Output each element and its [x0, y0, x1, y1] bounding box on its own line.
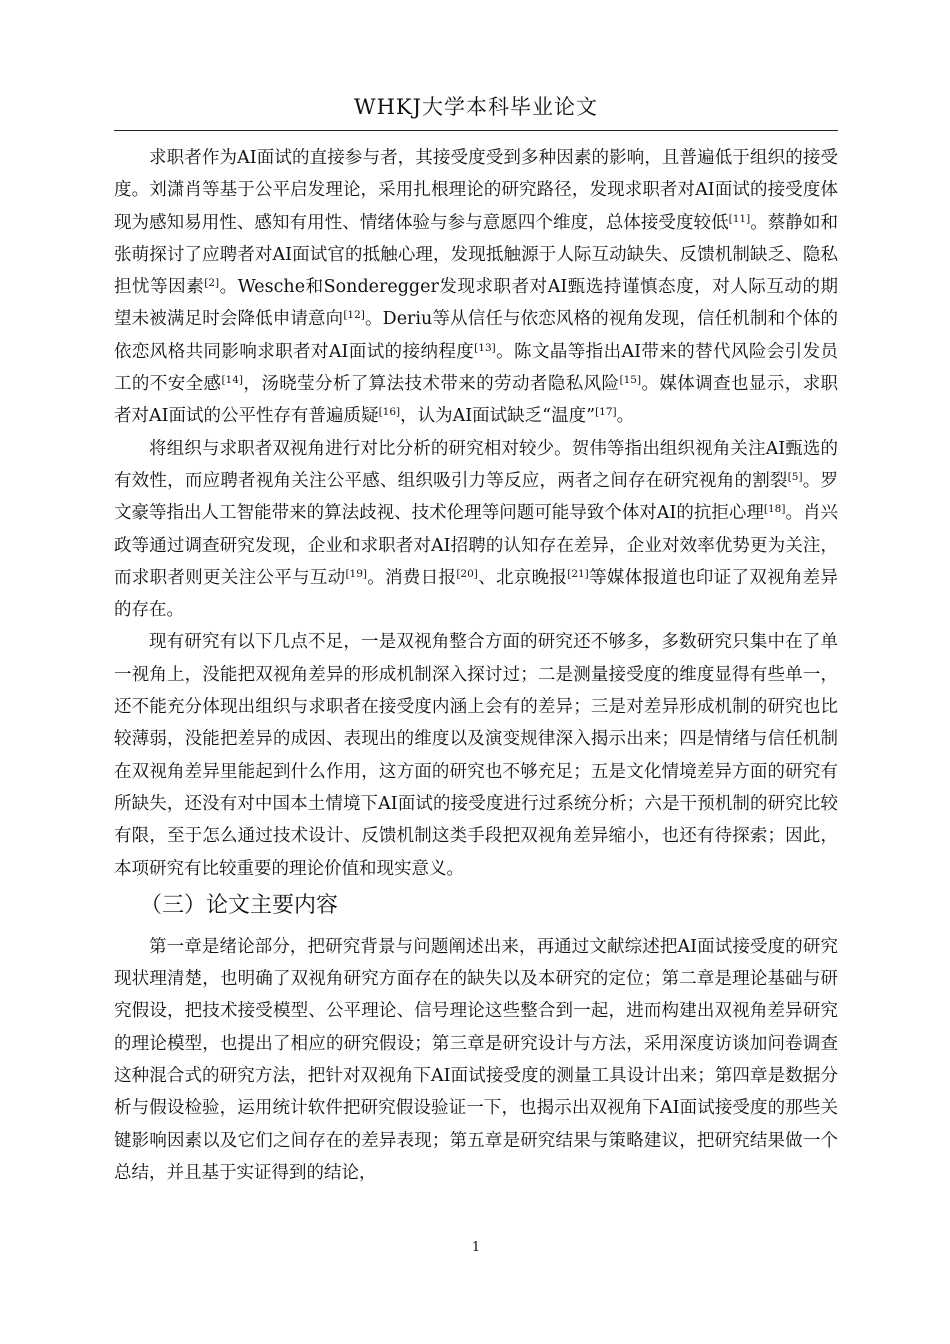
citation-marker: [21]: [567, 567, 589, 580]
citation-marker: [19]: [345, 567, 367, 580]
header-divider: [114, 130, 838, 131]
text-run: 、北京晚报: [477, 567, 568, 588]
text-run: ，认为AI面试缺乏“温度”: [400, 406, 596, 427]
page-number: 1: [471, 1240, 481, 1255]
citation-marker: [16]: [378, 406, 401, 419]
text-run: ，汤晓莹分析了算法技术带来的劳动者隐私风险: [243, 374, 620, 395]
text-run: 。肖兴政等通过调查研究发现，企业和求职者对AI招聘的认知存在差异，企业对效率优势更为关注，而求职者则更关注公平与互动: [114, 503, 838, 588]
text-run: 。Deriu等从信任与依恋风格的视角发现，信任机制和个体的依恋风格共同影响求职者对AI面试的接纳程度: [114, 309, 839, 362]
section-heading: （三）论文主要内容: [140, 892, 339, 918]
paragraph-4: [114, 931, 838, 1189]
text-run: 等媒体报道也印证了双视角差异的存在。: [114, 567, 839, 621]
citation-marker: [11]: [728, 212, 751, 225]
citation-marker: [17]: [595, 406, 617, 419]
text-run: 将组织与求职者双视角进行对比分析的研究相对较少。贺伟等指出组织视角关注AI甄选的有效性，而应聘者视角关注公平感、组织吸引力等反应，两者之间存在研究视角的割裂: [114, 438, 838, 491]
citation-marker: [5]: [787, 470, 803, 483]
citation-marker: [18]: [763, 503, 786, 516]
text-run: 。陈文晶等指出AI带来的替代风险会引发员工的不安全感: [114, 341, 838, 395]
text-run: 。蔡静如和张萌探讨了应聘者对AI面试官的抵触心理，发现抵触源于人际互动缺失、反馈机制缺乏、隐私担忧等因素: [114, 212, 839, 298]
text-run: 第一章是绪论部分，把研究背景与问题阐述出来，再通过文献综述把AI面试接受度的研究现状理清楚，也明确了双视角研究方面存在的缺失以及本研究的定位；第二章是理论基础与研究假设，把技术接受模型、公平理论、信号理论这些整合到一起，进而构建出双视角差异研究的理论模型，也提出了相应的研究假设；第三章是研究设计与方法，采用深度访谈加问卷调查这种混合式的研究方法，把针对双视角下AI面试接受度的测量工具设计出来；第四章是数据分析与假设检验，运用统计软件把研究假设验证一下，也揭示出双视角下AI面试接受度的那些关键影响因素以及它们之间存在的差异表现；第五章是研究结果与策略建议，把研究结果做一个总结，并且基于实证得到的结论，: [114, 936, 838, 1183]
citation-marker: [20]: [456, 567, 478, 580]
paragraph-3: [114, 626, 838, 884]
citation-marker: [12]: [343, 309, 365, 322]
page-header-title: WHKJ大学本科毕业论文: [353, 95, 598, 119]
text-run: 现有研究有以下几点不足，一是双视角整合方面的研究还不够多，多数研究只集中在了单一视角上，没能把双视角差异的形成机制深入探讨过；二是测量接受度的维度显得有些单一，还不能充分体现出组织与求职者在接受度内涵上会有的差异；三是对差异形成机制的研究也比较薄弱，没能把差异的成因、表现出的维度以及演变规律深入揭示出来；四是情绪与信任机制在双视角差异里能起到什么作用，这方面的研究也不够充足；五是文化情境差异方面的研究有所缺失，还没有对中国本土情境下AI面试的接受度进行过系统分析；六是干预机制的研究比较有限，至于怎么通过技术设计、反馈机制这类手段把双视角差异缩小，也还有待探索；因此，本项研究有比较重要的理论价值和现实意义。: [114, 632, 838, 879]
citation-marker: [13]: [474, 341, 496, 354]
paragraph-2: [114, 433, 838, 627]
citation-marker: [14]: [221, 374, 244, 387]
citation-marker: [2]: [204, 277, 220, 290]
text-run: 。罗文豪等指出人工智能带来的算法歧视、技术伦理等问题可能导致个体对AI的抗拒心理: [114, 470, 839, 524]
text-run: 。媒体调查也显示，求职者对AI面试的公平性存有普遍质疑: [114, 374, 839, 427]
text-run: 求职者作为AI面试的直接参与者，其接受度受到多种因素的影响，且普遍低于组织的接受度。刘潇肖等基于公平启发理论，采用扎根理论的研究路径，发现求职者对AI面试的接受度体现为感知易用性、感知有用性、情绪体验与参与意愿四个维度，总体接受度较低: [114, 148, 838, 233]
text-run: 。Wesche和Sonderegger发现求职者对AI甄选持谨慎态度，对人际互动的期望未被满足时会降低申请意向: [114, 277, 838, 330]
text-run: 。: [616, 406, 635, 427]
paragraph-1: [114, 142, 838, 433]
body-text: [114, 142, 838, 1189]
citation-marker: [15]: [619, 374, 642, 387]
text-run: 。消费日报: [367, 567, 457, 588]
